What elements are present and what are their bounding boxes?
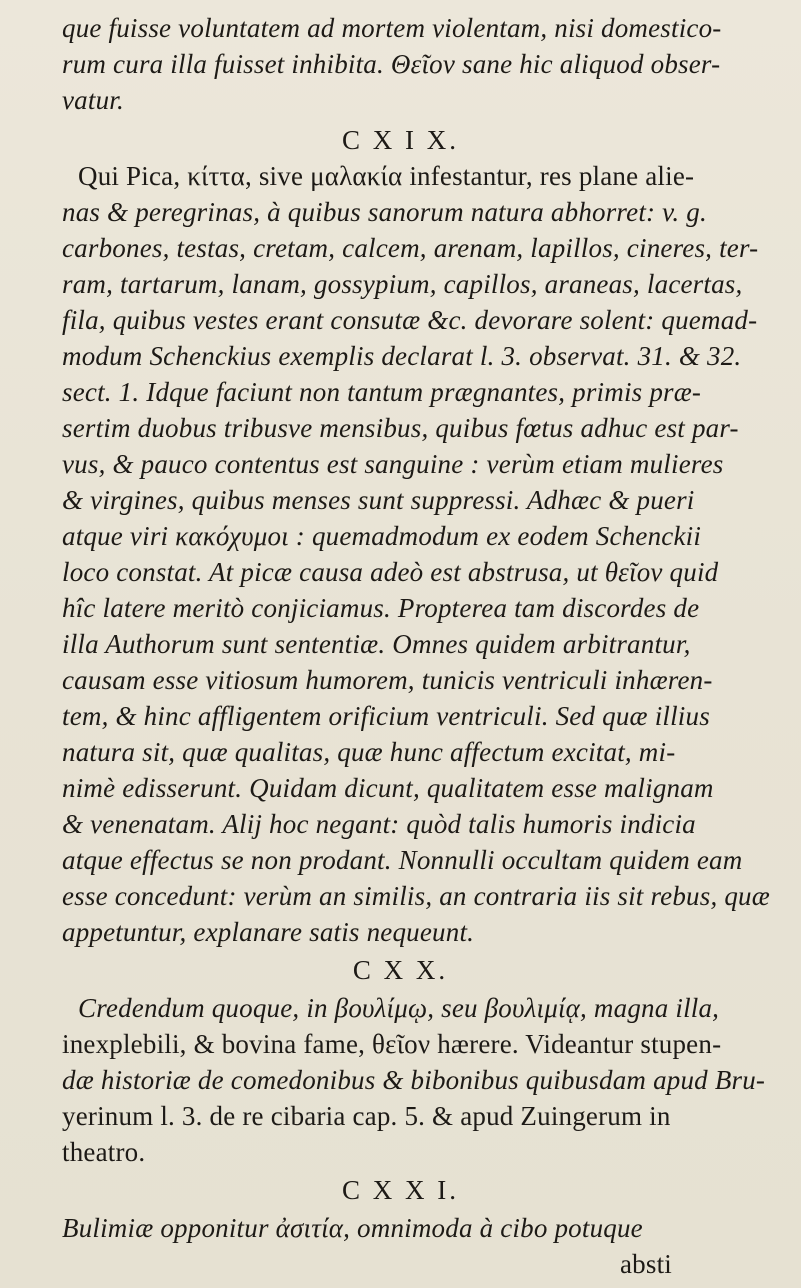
text-line: yerinum l. 3. de re cibaria cap. 5. & apud Zuingerum in	[62, 1101, 671, 1131]
text-line: hîc latere meritò conjiciamus. Propterea tam discordes de	[62, 593, 700, 623]
text-line: Qui Pica, κίττα, sive μαλακία infestantur, res plane alie-	[78, 161, 695, 191]
text-line: vus, & pauco contentus est sanguine : verùm etiam mulieres	[62, 449, 724, 479]
text-line: rum cura illa fuisset inhibita. Θεῖον sane hic aliquod obser-	[62, 49, 721, 79]
section-heading: C X I X.	[342, 125, 459, 155]
text-line: Bulimiæ opponitur ἀσιτία, omnimoda à cibo potuque	[62, 1213, 643, 1243]
text-line: vatur.	[62, 85, 124, 115]
text-line: nas & peregrinas, à quibus sanorum natura abhorret: v. g.	[62, 197, 707, 227]
text-line: ram, tartarum, lanam, gossypium, capillos, araneas, lacertas,	[62, 269, 743, 299]
text-line: inexplebili, & bovina fame, θεῖον hærere. Videantur stupen-	[62, 1029, 722, 1059]
text-line: theatro.	[62, 1137, 146, 1167]
text-line: & virgines, quibus menses sunt suppressi. Adhæc & pueri	[62, 485, 695, 515]
text-line: atque viri κακόχυμοι : quemadmodum ex eodem Schenckii	[62, 521, 702, 551]
text-line: que fuisse voluntatem ad mortem violentam, nisi domestico-	[62, 13, 722, 43]
text-line: absti	[620, 1249, 672, 1279]
text-line: sect. 1. Idque faciunt non tantum prægnantes, primis præ-	[62, 377, 702, 407]
text-line: loco constat. At picæ causa adeò est abstrusa, ut θεῖον quid	[62, 557, 719, 587]
text-line: causam esse vitiosum humorem, tunicis ventriculi inhæren-	[62, 665, 713, 695]
text-line: modum Schenckius exemplis declarat l. 3. observat. 31. & 32.	[62, 341, 742, 371]
text-line: natura sit, quæ qualitas, quæ hunc affectum excitat, mi-	[62, 737, 676, 767]
text-line: & venenatam. Alij hoc negant: quòd talis humoris indicia	[62, 809, 696, 839]
text-line: atque effectus se non prodant. Nonnulli occultam quidem eam	[62, 845, 743, 875]
text-line: tem, & hinc affligentem orificium ventriculi. Sed quæ illius	[62, 701, 710, 731]
section-heading: C X X.	[352, 955, 449, 985]
text-line: appetuntur, explanare satis nequeunt.	[62, 917, 475, 947]
text-line: fila, quibus vestes erant consutæ &c. devorare solent: quemad-	[62, 305, 758, 335]
text-line: sertim duobus tribusve mensibus, quibus fœtus adhuc est par-	[62, 413, 739, 443]
text-line: dæ historiæ de comedonibus & bibonibus quibusdam apud Bru-	[62, 1065, 766, 1095]
section-heading: C X X I.	[342, 1175, 459, 1205]
text-line: Credendum quoque, in βουλίμῳ, seu βουλιμίᾳ, magna illa,	[78, 993, 720, 1023]
text-line: nimè edisserunt. Quidam dicunt, qualitatem esse malignam	[62, 773, 714, 803]
text-line: carbones, testas, cretam, calcem, arenam, lapillos, cineres, ter-	[62, 233, 759, 263]
text-line: illa Authorum sunt sententiæ. Omnes quidem arbitrantur,	[62, 629, 691, 659]
text-line: esse concedunt: verùm an similis, an contraria iis sit rebus, quæ	[62, 881, 770, 911]
